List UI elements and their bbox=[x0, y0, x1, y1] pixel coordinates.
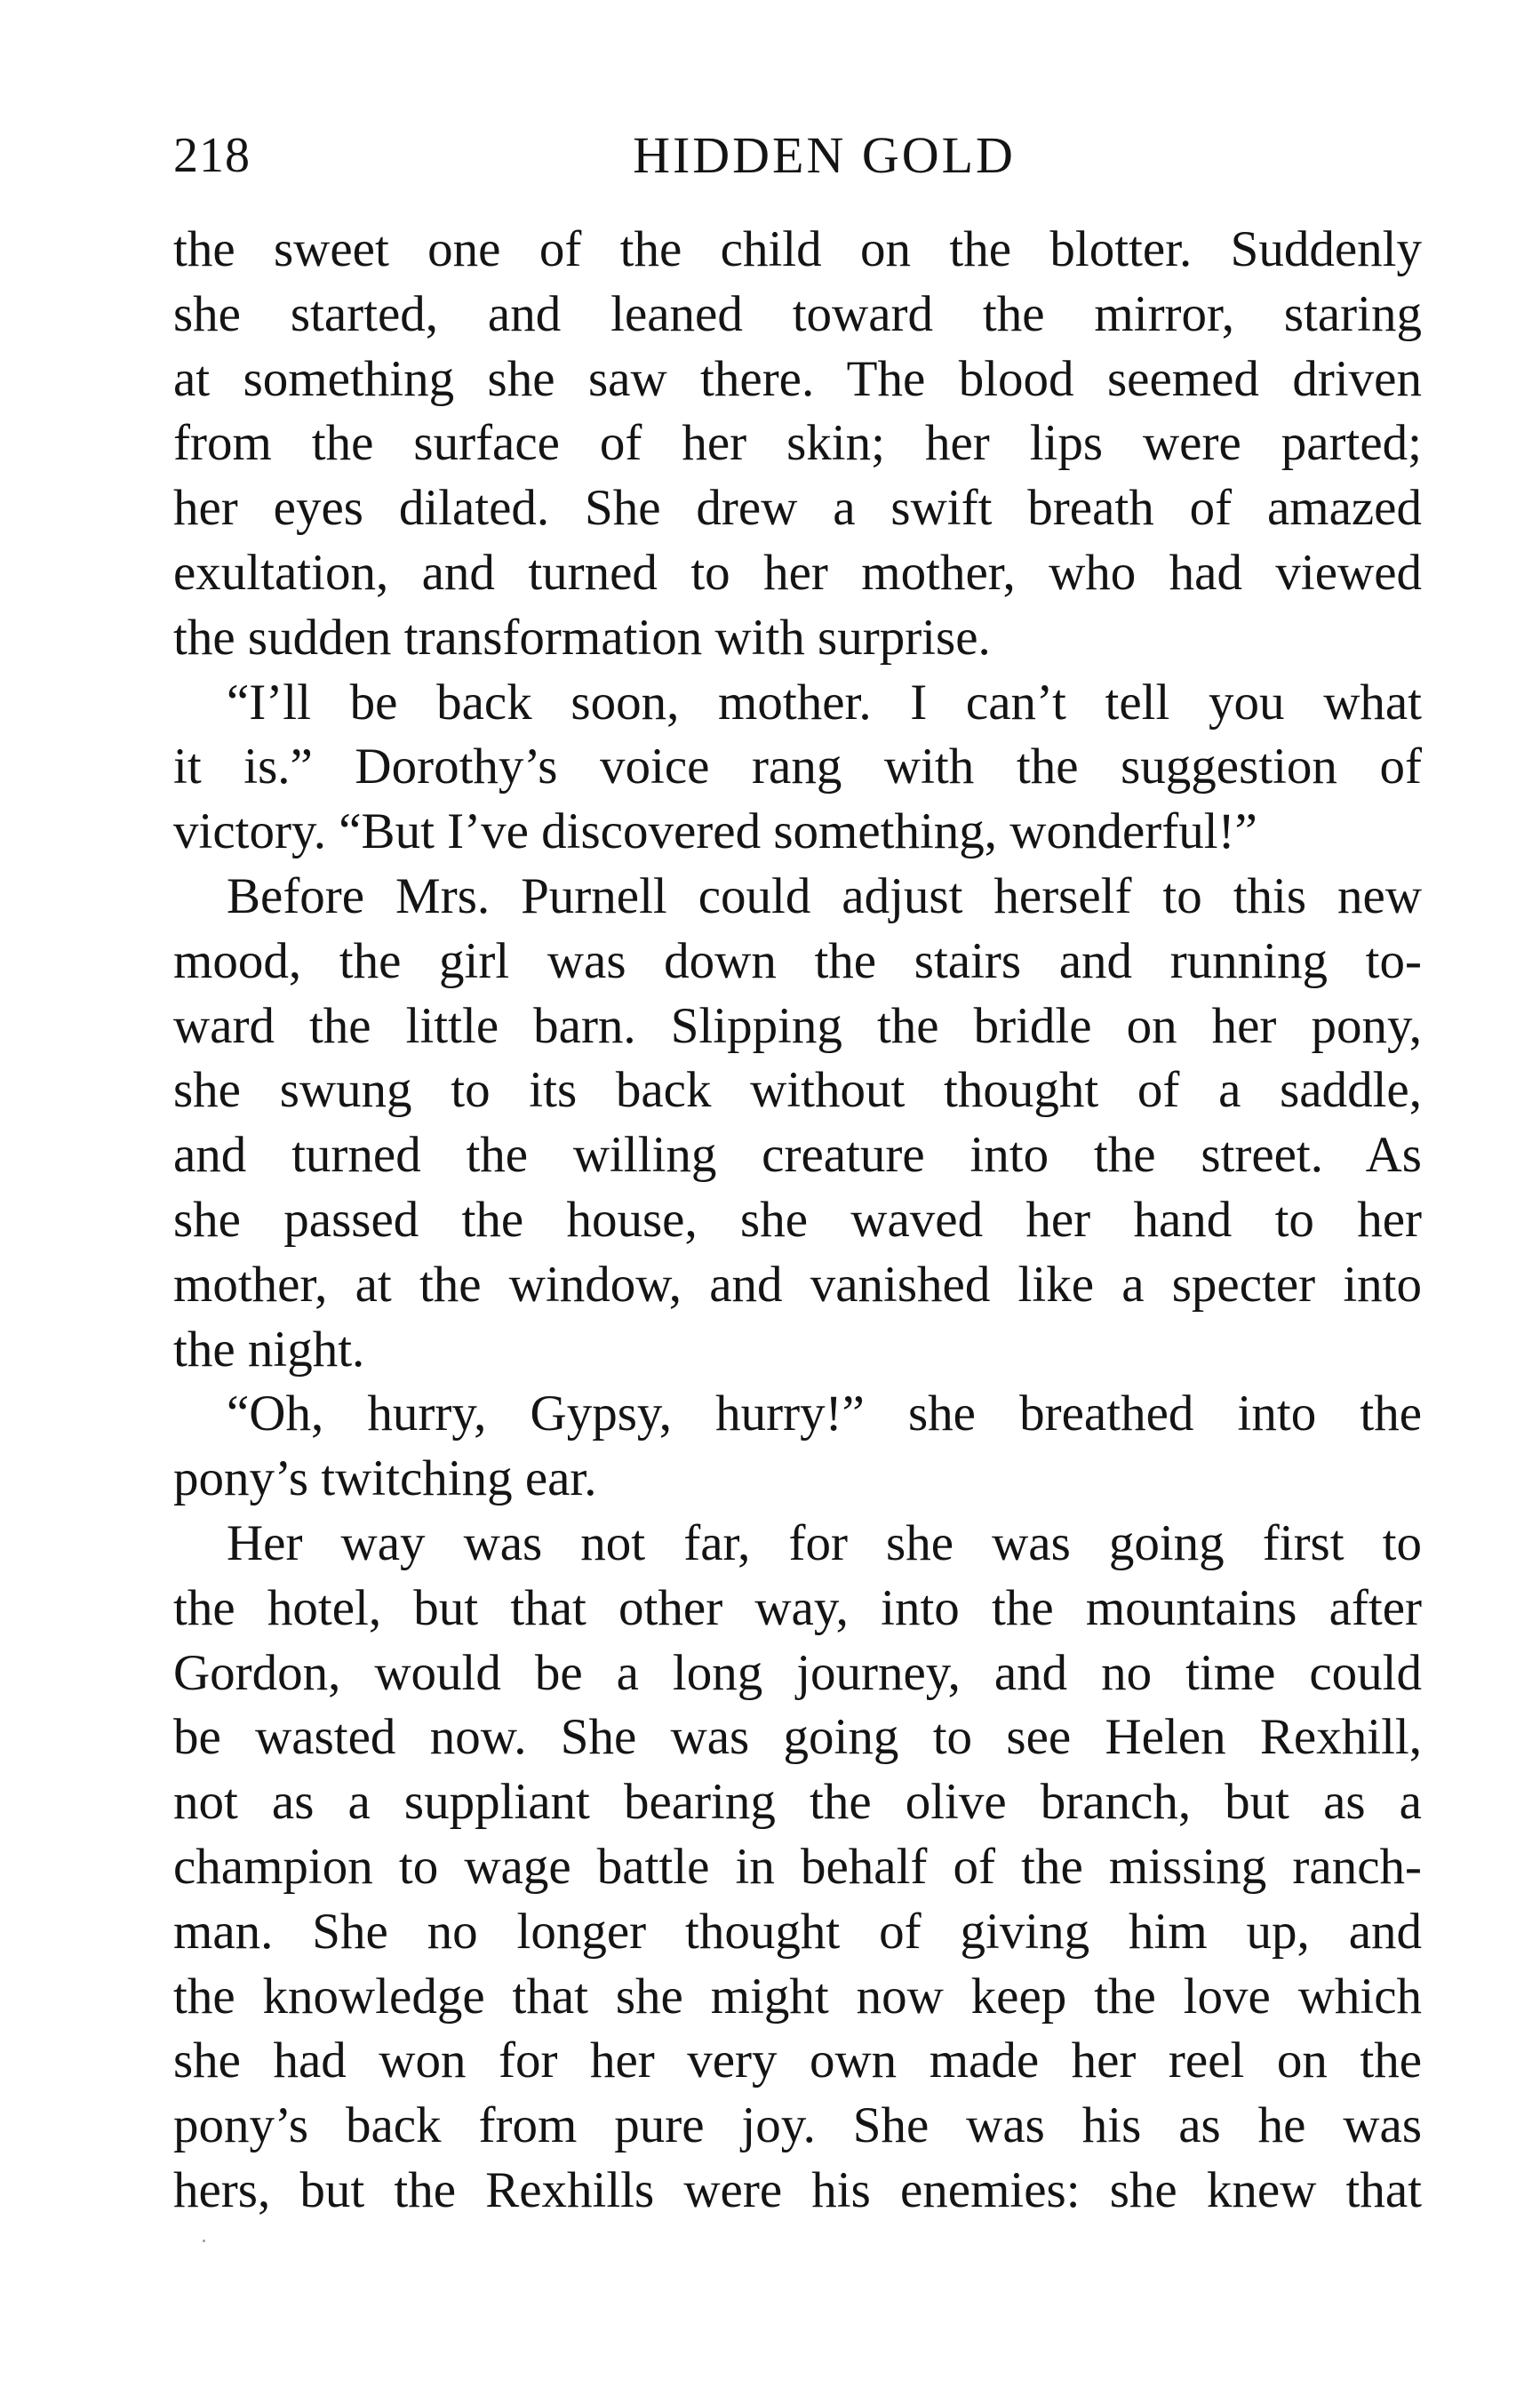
scan-speck bbox=[203, 2240, 205, 2242]
text-line: she started, and leaned toward the mirror, staring bbox=[173, 285, 1422, 342]
text-line: she swung to its back without thought of a saddle, bbox=[173, 1062, 1422, 1119]
text-line: Before Mrs. Purnell could adjust herself to this new bbox=[227, 867, 1422, 924]
text-line: pony’s twitching ear. bbox=[173, 1450, 597, 1507]
text-line: mood, the girl was down the stairs and running to- bbox=[173, 932, 1422, 989]
text-line: “Oh, hurry, Gypsy, hurry!” she breathed into the bbox=[227, 1386, 1422, 1442]
text-line: her eyes dilated. She drew a swift breath of amazed bbox=[173, 480, 1422, 537]
text-line: pony’s back from pure joy. She was his as he was bbox=[173, 2097, 1422, 2154]
text-line: victory. “But I’ve discovered something, wonderful!” bbox=[173, 803, 1257, 860]
page-header bbox=[173, 124, 1422, 187]
text-line: exultation, and turned to her mother, who had viewed bbox=[173, 544, 1422, 601]
text-line: mother, at the window, and vanished like a specter into bbox=[173, 1256, 1422, 1313]
page-number: 218 bbox=[173, 128, 251, 183]
body-text bbox=[173, 218, 1422, 2224]
text-line: Gordon, would be a long journey, and no time could bbox=[173, 1644, 1422, 1701]
text-line: hers, but the Rexhills were his enemies: she knew that bbox=[173, 2161, 1422, 2218]
text-line: “I’ll be back soon, mother. I can’t tell you what bbox=[227, 674, 1422, 731]
text-line: from the surface of her skin; her lips were parted; bbox=[173, 415, 1422, 472]
text-line: the night. bbox=[173, 1321, 365, 1378]
text-line: the sweet one of the child on the blotter. Suddenly bbox=[173, 221, 1422, 277]
text-line: be wasted now. She was going to see Helen Rexhill, bbox=[173, 1709, 1422, 1766]
text-line: ward the little barn. Slipping the bridle on her pony, bbox=[173, 997, 1422, 1054]
text-line: and turned the willing creature into the street. As bbox=[173, 1127, 1422, 1184]
text-line: not as a suppliant bearing the olive branch, but as a bbox=[173, 1774, 1422, 1831]
text-line: the sudden transformation with surprise. bbox=[173, 609, 991, 666]
text-line: she passed the house, she waved her hand to her bbox=[173, 1191, 1422, 1248]
text-line: the hotel, but that other way, into the mountains after bbox=[173, 1579, 1422, 1636]
running-head: HIDDEN GOLD bbox=[633, 126, 1016, 184]
text-line: it is.” Dorothy’s voice rang with the suggestion of bbox=[173, 739, 1422, 795]
text-line: at something she saw there. The blood seemed driven bbox=[173, 350, 1422, 407]
text-line: champion to wage battle in behalf of the missing ranch- bbox=[173, 1838, 1422, 1895]
text-line: Her way was not far, for she was going first to bbox=[227, 1514, 1422, 1571]
text-line: man. She no longer thought of giving him up, and bbox=[173, 1903, 1422, 1960]
text-line: the knowledge that she might now keep the love which bbox=[173, 1968, 1422, 2025]
text-line: she had won for her very own made her reel on the bbox=[173, 2033, 1422, 2089]
